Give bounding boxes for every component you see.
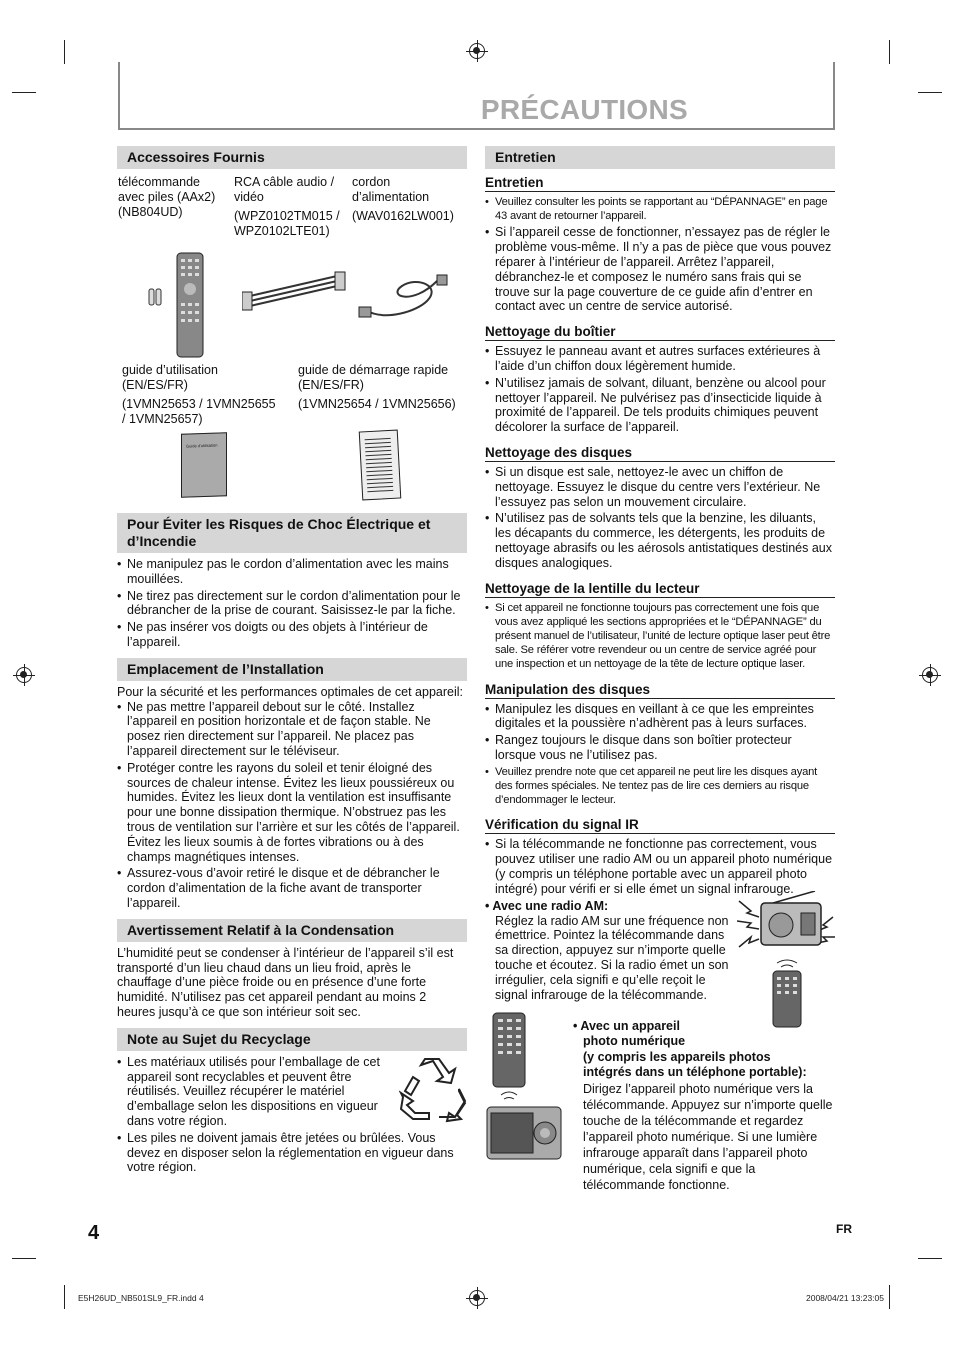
section-heading-maintenance: Entretien [485, 146, 835, 169]
accessory-quick-guide: guide de démarrage rapide (EN/ES/FR) (1VMN25654 / 1VMN25656) [298, 363, 456, 411]
condensation-text: L’humidité peut se condenser à l’intérieur de l’appareil s’il est transporté d’un lieu chaud dans un lieu froid, après le chauffage d’une pièce froide ou en présence d’une forte humidité. N’utilisez pas cet appareil pendant au moins 2 heures jusqu’à ce que son intérieur soit sec. [117, 945, 454, 1019]
quick-guide-icon [357, 429, 403, 501]
list-item: • N’utilisez jamais de solvant, diluant, benzène ou alcool pour nettoyer l’appareil. Ne pulvérisez pas d’insecticide liquide à proximité de l’appareil. De tels produits chimiques peuvent décolorer la surface de l’appareil. [485, 376, 835, 435]
list-item: • Essuyez le panneau avant et autres surfaces extérieures à l’aide d’un chiffon doux légèrement humide. [485, 344, 835, 374]
handling-list [485, 702, 835, 808]
right-column [485, 146, 835, 1199]
registration-mark-icon [16, 667, 32, 683]
list-item: • Ne tirez pas directement sur le cordon d’alimentation pour le débrancher de la prise de courant. Saisissez-le par la fiche. [117, 589, 467, 619]
list-item: • Protéger contre les rayons du soleil et tenir éloigné des sources de chaleur intense. Évitez les lieux poussiéreux ou humides. Évitez les lieux dont la ventilation est insuffisante pour une bonne dissipation thermique. N’obstruez pas les trous de ventilation sur l’arrière et sur les côtés de l’appareil. Évitez les lieux soumis à de fortes vibrations ou à des champs magnétiques intenses. [117, 761, 467, 865]
crop-mark [889, 40, 890, 64]
list-item: • Si un disque est sale, nettoyez-le avec un chiffon de nettoyage. Essuyez le disque du centre vers l’extérieur. Ne l’essuyez pas selon un mouvement circulaire. [485, 465, 835, 509]
title-frame [118, 62, 835, 130]
footer-date: 2008/04/21 13:23:05 [806, 1293, 884, 1303]
accessory-rca-cable: RCA câble audio / vidéo (WPZ0102TM015 / WPZ0102LTE01) [234, 175, 340, 238]
radio-text: Réglez la radio AM sur une fréquence non émettrice. Pointez la télécommande dans sa direction, appuyez sur n’importe quelle touche et écoutez. Si la radio émet un son irrégulier, cela signifi e qu’elle reçoit le signal infrarouge de la télécommande. [495, 913, 729, 1002]
subheading-discs: Nettoyage des disques [485, 445, 835, 462]
accessory-user-guide: guide d’utilisation (EN/ES/FR) (1VMN25653 / 1VMN25655 / 1VMN25657) [122, 363, 276, 426]
recycling-list [117, 1055, 467, 1175]
camera-remote-icon [485, 1011, 565, 1161]
crop-mark [64, 40, 65, 64]
subheading-handling: Manipulation des disques [485, 682, 835, 699]
user-guide-icon: Guide d'utilisation [181, 432, 227, 498]
list-item: • Si cet appareil ne fonctionne toujours pas correctement une fois que vous avez appliqué les sections appropriées et le “DÉPANNAGE” du présent manuel de l’utilisateur, l’unité de lecture optique laser peut être sale. Se référer votre revendeur ou un centre de service agréé pour une inspection et un nettoyage de la tête de lecture optique laser. [485, 601, 835, 672]
list-item: • Assurez-vous d’avoir retiré le disque et de débrancher le cordon d’alimentation de la fiche avant de transporter l’appareil. [117, 866, 467, 910]
crop-mark [12, 92, 36, 93]
crop-mark [918, 1258, 942, 1259]
section-heading-shock: Pour Éviter les Risques de Choc Électrique et d’Incendie [117, 513, 467, 553]
cabinet-list [485, 344, 835, 435]
ir-camera-block [485, 1019, 835, 1199]
subheading-entretien: Entretien [485, 175, 835, 192]
accessories-grid [117, 173, 467, 503]
discs-list [485, 465, 835, 571]
radio-label: • Avec une radio AM: [485, 898, 609, 913]
rca-cable-icon [242, 268, 347, 313]
power-cord-icon [357, 271, 452, 323]
subheading-lens: Nettoyage de la lentille du lecteur [485, 581, 835, 598]
crop-mark [918, 92, 942, 93]
recycling-block [117, 1055, 467, 1175]
accessory-remote: télécommande avec piles (AAx2) (NB804UD) [118, 175, 216, 219]
camera-text-block: • Avec un appareil photo numérique (y compris les appareils photos intégrés dans un téléphone portable): Dirigez l’appareil photo numérique vers la télécommande. Appuyez sur n’importe quelle touche de la télécommande et regardez l’appareil photo numérique. Si une lumière infrarouge apparaît dans l’appareil photo numérique, cela signifi e que la télécommande fonctionne. [573, 1018, 833, 1192]
remote-with-batteries-icon [147, 251, 217, 361]
list-item: • Ne pas insérer vos doigts ou des objets à l’intérieur de l’appareil. [117, 620, 467, 650]
lens-list [485, 601, 835, 672]
section-heading-recycling: Note au Sujet du Recyclage [117, 1028, 467, 1051]
list-item: • N’utilisez pas de solvants tels que la benzine, les diluants, les décapants du commerce, les détergents, les produits de nettoyage abrasifs ou les aérosols antistatiques destinés aux disques analogiques. [485, 511, 835, 570]
list-item: • Veuillez prendre note que cet appareil ne peut lire les disques ayant des formes spéciales. Ne tentez pas de lire ces derniers au risque d’endommager le lecteur. [485, 765, 835, 808]
registration-mark-icon [922, 667, 938, 683]
list-item: • Rangez toujours le disque dans son boîtier protecteur lorsque vous ne l’utilisez pas. [485, 733, 835, 763]
entretien-list [485, 195, 835, 314]
shock-list [117, 557, 467, 650]
subheading-ir: Vérification du signal IR [485, 817, 835, 834]
section-heading-installation: Emplacement de l’Installation [117, 658, 467, 681]
registration-mark-icon [469, 43, 485, 59]
left-column [117, 146, 467, 1177]
crop-mark [64, 1285, 65, 1309]
section-heading-accessories: Accessoires Fournis [117, 146, 467, 169]
language-mark: FR [836, 1222, 852, 1236]
list-item: • Manipulez les disques en veillant à ce que les empreintes digitales et la poussière n’adhèrent pas à leurs surfaces. [485, 702, 835, 732]
list-item: • Veuillez consulter les points se rapportant au “DÉPANNAGE” en page 43 avant de retourner l’appareil. [485, 195, 835, 223]
crop-mark [889, 1285, 890, 1309]
installation-list [117, 700, 467, 911]
page-number: 4 [88, 1222, 100, 1244]
list-item: • Si l’appareil cesse de fonctionner, n’essayez pas de régler le problème vous-même. Il n’y a pas de pièce que vous pouvez réparer à l’intérieur de l’appareil. Arrêtez l’appareil, débranchez-le et composez le numéro sans frais qui se trouve sur la page couverture de ce guide afin d’entrer en contact avec un centre de service autorisé. [485, 225, 835, 314]
registration-mark-icon [469, 1290, 485, 1306]
footer-file: E5H26UD_NB501SL9_FR.indd 4 [78, 1293, 204, 1303]
list-item: • Si la télécommande ne fonctionne pas correctement, vous pouvez utiliser une radio AM ou un appareil photo numérique (y compris un téléphone portable avec un appareil photo intégré) pour vérifi er si elle émet un signal infrarouge. [485, 837, 835, 896]
subheading-cabinet: Nettoyage du boîtier [485, 324, 835, 341]
list-item: • Les matériaux utilisés pour l’emballage de cet appareil sont recyclables et peuvent être réutilisés. Veuillez récupérer le matériel d’emballage selon les dispositions en vigueur dans votre région. [117, 1055, 467, 1129]
list-item: • Les piles ne doivent jamais être jetées ou brûlées. Vous devez en disposer selon la réglementation en vigueur dans votre région. [117, 1131, 467, 1175]
list-item: • Ne manipulez pas le cordon d’alimentation avec les mains mouillées. [117, 557, 467, 587]
am-radio-icon [737, 891, 837, 1031]
page-title: PRÉCAUTIONS [480, 94, 688, 125]
ir-radio-block [485, 899, 835, 1019]
ir-list [485, 837, 835, 896]
section-heading-condensation: Avertissement Relatif à la Condensation [117, 919, 467, 942]
crop-mark [12, 1258, 36, 1259]
accessory-power-cord: cordon d’alimentation (WAV0162LW001) [352, 175, 454, 223]
list-item: • Ne pas mettre l’appareil debout sur le côté. Installez l’appareil en position horizontale et de façon stable. Ne posez rien directement sur l’appareil. Ne placez pas l’appareil directement sur le téléviseur. [117, 700, 467, 759]
installation-intro: Pour la sécurité et les performances optimales de cet appareil: [117, 684, 464, 699]
